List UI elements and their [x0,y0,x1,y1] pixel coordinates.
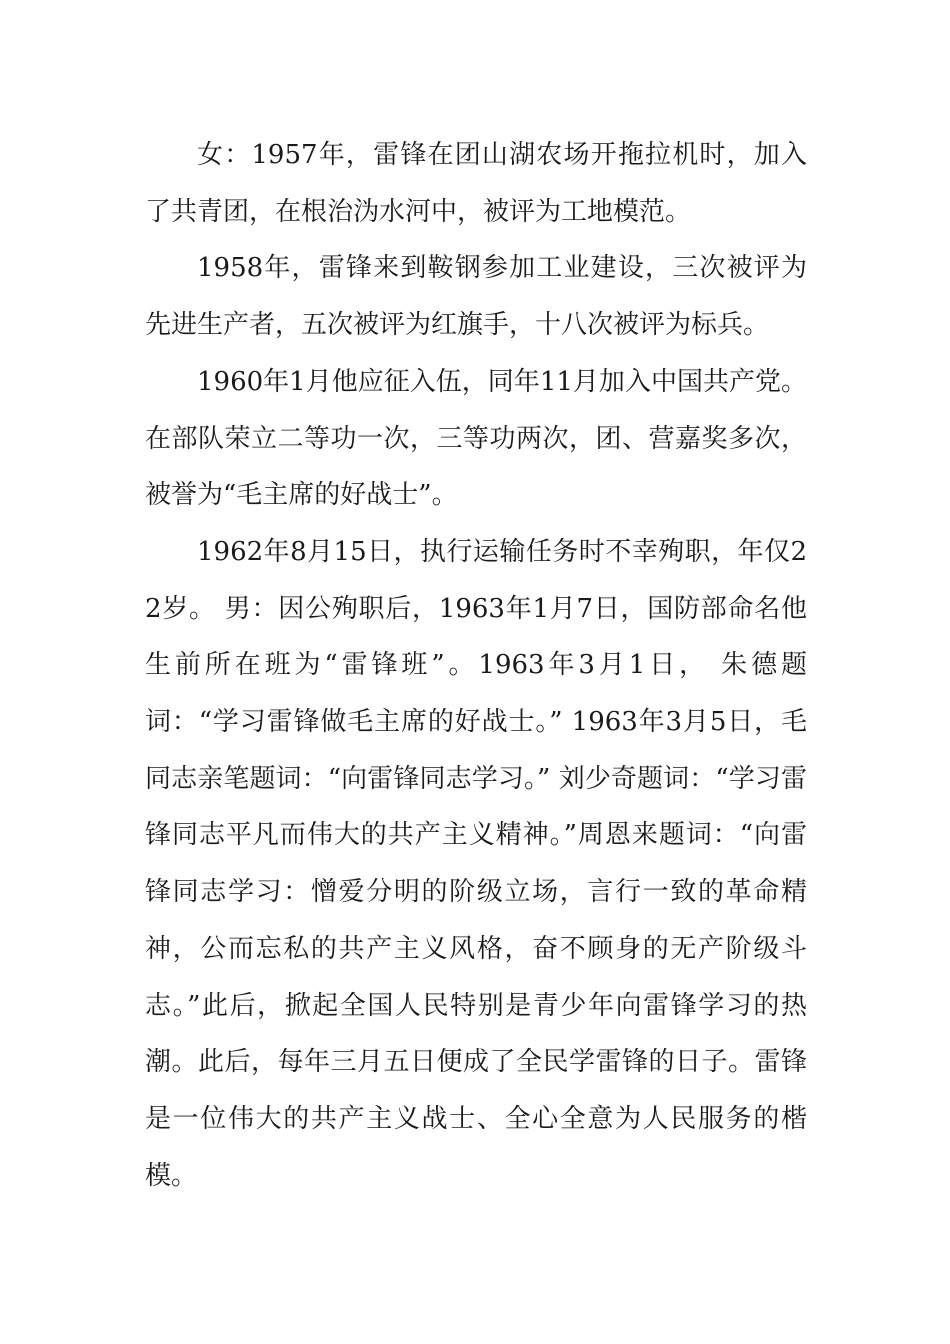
paragraph-1960: 1960年1月他应征入伍，同年11月加入中国共产党。在部队荣立二等功一次，三等功两次，团、营嘉奖多次，被誉为“毛主席的好战士”。 [145,366,807,511]
document-body [145,127,807,1204]
paragraph-1957: 女：1957年，雷锋在团山湖农场开拖拉机时，加入了共青团，在根治沩水河中，被评为工地模范。 [145,140,807,227]
paragraph-1958: 1958年，雷锋来到鞍钢参加工业建设，三次被评为先进生产者，五次被评为红旗手，十八次被评为标兵。 [145,253,807,341]
paragraph-1962: 1962年8月15日，执行运输任务时不幸殉职，年仅22岁。 男：因公殉职后，1963年1月7日，国防部命名他生前所在班为“雷锋班”。1963年3月1日， 朱德题词：“学习雷锋做毛主席的好战士。” 1963年3月5日，毛同志亲笔题词：“向雷锋同志学习。” 刘少奇题词：“学习雷锋同志平凡而伟大的共产主义精神。”周恩来题词：“向雷锋同志学习：憎爱分明的阶级立场，言行一致的革命精神，公而忘私的共产主义风格，奋不顾身的无产阶级斗志。”此后，掀起全国人民特别是青少年向雷锋学习的热潮。此后，每年三月五日便成了全民学雷锋的日子。雷锋是一位伟大的共产主义战士、全心全意为人民服务的楷模。 [145,536,807,1191]
